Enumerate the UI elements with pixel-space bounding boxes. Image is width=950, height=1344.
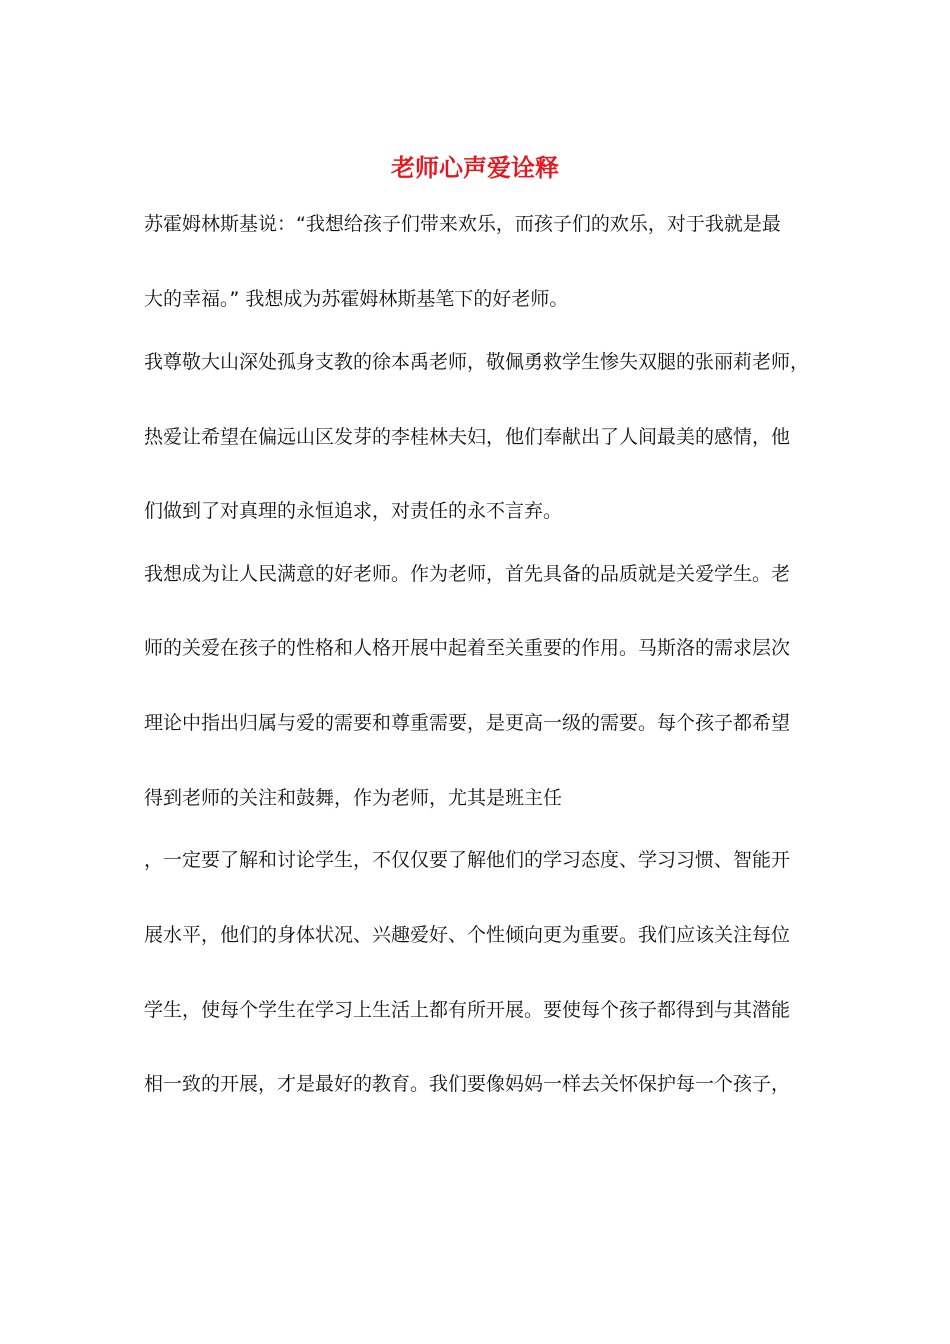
body-line: 展水平，他们的身体状况、兴趣爱好、个性倾向更为重要。我们应该关注每位 [144,924,791,946]
body-line: 我想成为让人民满意的好老师。作为老师，首先具备的品质就是关爱学生。老 [144,563,791,585]
body-line: 得到老师的关注和鼓舞，作为老师，尤其是班主任 [144,787,563,809]
document-title: 老师心声爱诠释 [391,153,559,182]
body-line: 我尊敬大山深处孤身支教的徐本禹老师，敬佩勇救学生惨失双腿的张丽莉老师， [144,351,810,373]
body-line: 们做到了对真理的永恒追求，对责任的永不言弃。 [144,500,563,522]
body-line: 相一致的开展，才是最好的教育。我们要像妈妈一样去关怀保护每一个孩子， [144,1073,791,1095]
body-line: 苏霍姆林斯基说：“我想给孩子们带来欢乐，而孩子们的欢乐，对于我就是最 [144,213,781,235]
body-line: 学生，使每个学生在学习上生活上都有所开展。要使每个孩子都得到与其潜能 [144,999,791,1021]
body-line: ，一定要了解和讨论学生，不仅仅要了解他们的学习态度、学习习惯、智能开 [144,849,791,871]
body-line: 师的关爱在孩子的性格和人格开展中起着至关重要的作用。马斯洛的需求层次 [144,637,791,659]
body-line: 理论中指出归属与爱的需要和尊重需要，是更高一级的需要。每个孩子都希望 [144,712,791,734]
body-line: 大的幸福。” 我想成为苏霍姆林斯基笔下的好老师。 [144,288,569,310]
body-line: 热爱让希望在偏远山区发芽的李桂林夫妇，他们奉献出了人间最美的感情，他 [144,426,791,448]
